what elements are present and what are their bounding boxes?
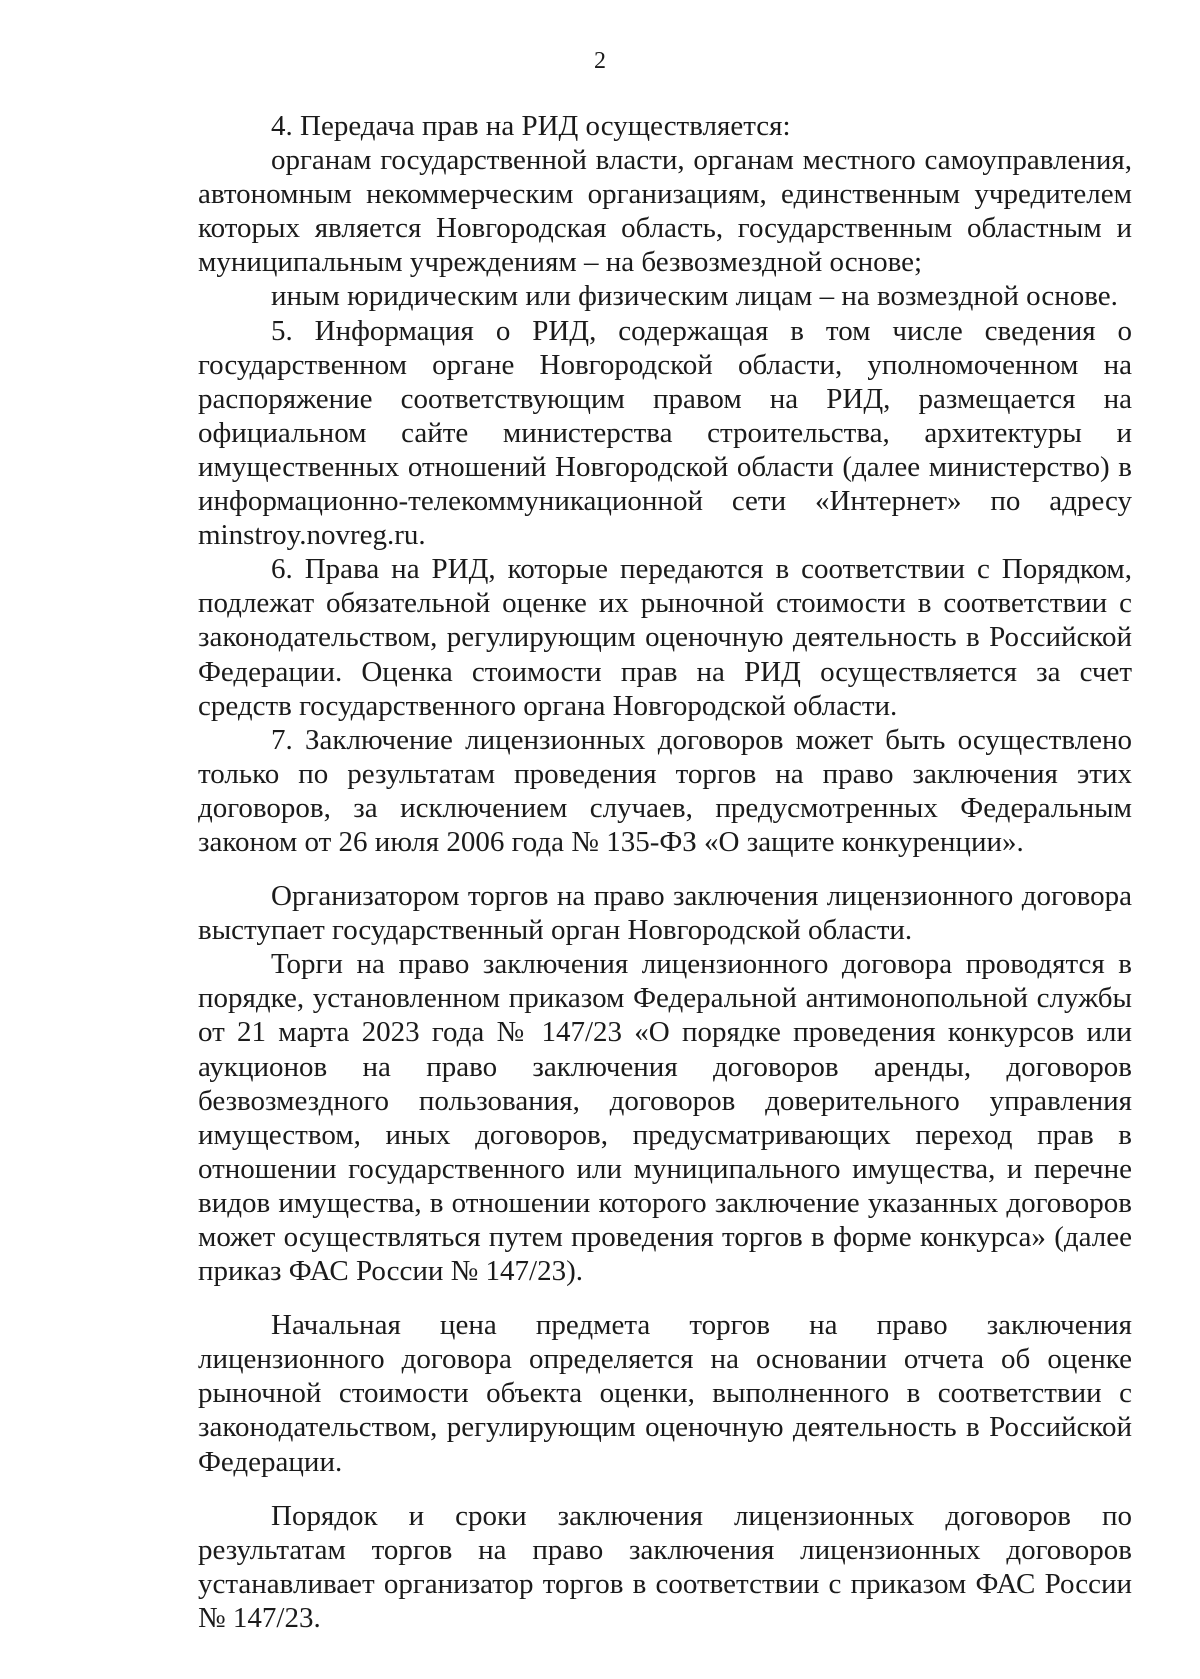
paragraph-7-terms: Порядок и сроки заключения лицензионных договоров по результатам торгов на право заключения лицензионных договоров устанавливает организатор торгов в соответствии с приказом ФАС России № 147/23. — [198, 1499, 1132, 1634]
paragraph-7-procedure: Торги на право заключения лицензионного договора проводятся в порядке, установленном приказом Федеральной антимонопольной службы от 21 марта 2023 года № 147/23 «О порядке проведения конкурсов или аукционов на право заключения договоров аренды, договоров безвозмездного пользования, договоров доверительного управления имуществом, иных договоров, предусматривающих переход прав в отношении государственного или муниципального имущества, и перечне видов имущества, в отношении которого заключение указанных договоров может осуществляться путем проведения торгов в форме конкурса» (далее приказ ФАС России № 147/23). — [198, 948, 1132, 1288]
paragraph-4-paid-transfer: иным юридическим или физическим лицам – на возмездной основе. — [271, 280, 1118, 313]
paragraph-4-free-transfer: органам государственной власти, органам местного самоуправления, автономным некоммерческим организациям, единственным учредителем которых является Новгородская область, государственным областным и муниципальным учреждениям – на безвозмездной основе; — [198, 144, 1132, 279]
document-body — [198, 109, 1132, 1635]
paragraph-5: 5. Информация о РИД, содержащая в том числе сведения о государственном органе Новгородской области, уполномоченном на распоряжение соответствующим правом на РИД, размещается на официальном сайте министерства строительства, архитектуры и имущественных отношений Новгородской области (далее министерство) в информационно-телекоммуникационной сети «Интернет» по адресу minstroy.novreg.ru. — [198, 314, 1132, 552]
paragraph-7-initial-price: Начальная цена предмета торгов на право заключения лицензионного договора определяется на основании отчета об оценке рыночной стоимости объекта оценки, выполненного в соответствии с законодательством, регулирующим оценочную деятельность в Российской Федерации. — [198, 1309, 1132, 1478]
paragraph-7-organizer: Организатором торгов на право заключения лицензионного договора выступает государственный орган Новгородской области. — [198, 880, 1132, 947]
paragraph-4-heading: 4. Передача прав на РИД осуществляется: — [271, 110, 791, 142]
paragraph-7: 7. Заключение лицензионных договоров может быть осуществлено только по результатам проведения торгов на право заключения этих договоров, за исключением случаев, предусмотренных Федеральным законом от 26 июля 2006 года № 135-ФЗ «О защите конкуренции». — [198, 723, 1132, 858]
page-number: 2 — [594, 48, 606, 74]
paragraph-6: 6. Права на РИД, которые передаются в соответствии с Порядком, подлежат обязательной оценке их рыночной стоимости в соответствии с законодательством, регулирующим оценочную деятельность в Российской Федерации. Оценка стоимости прав на РИД осуществляется за счет средств государственного органа Новгородской области. — [198, 553, 1132, 722]
